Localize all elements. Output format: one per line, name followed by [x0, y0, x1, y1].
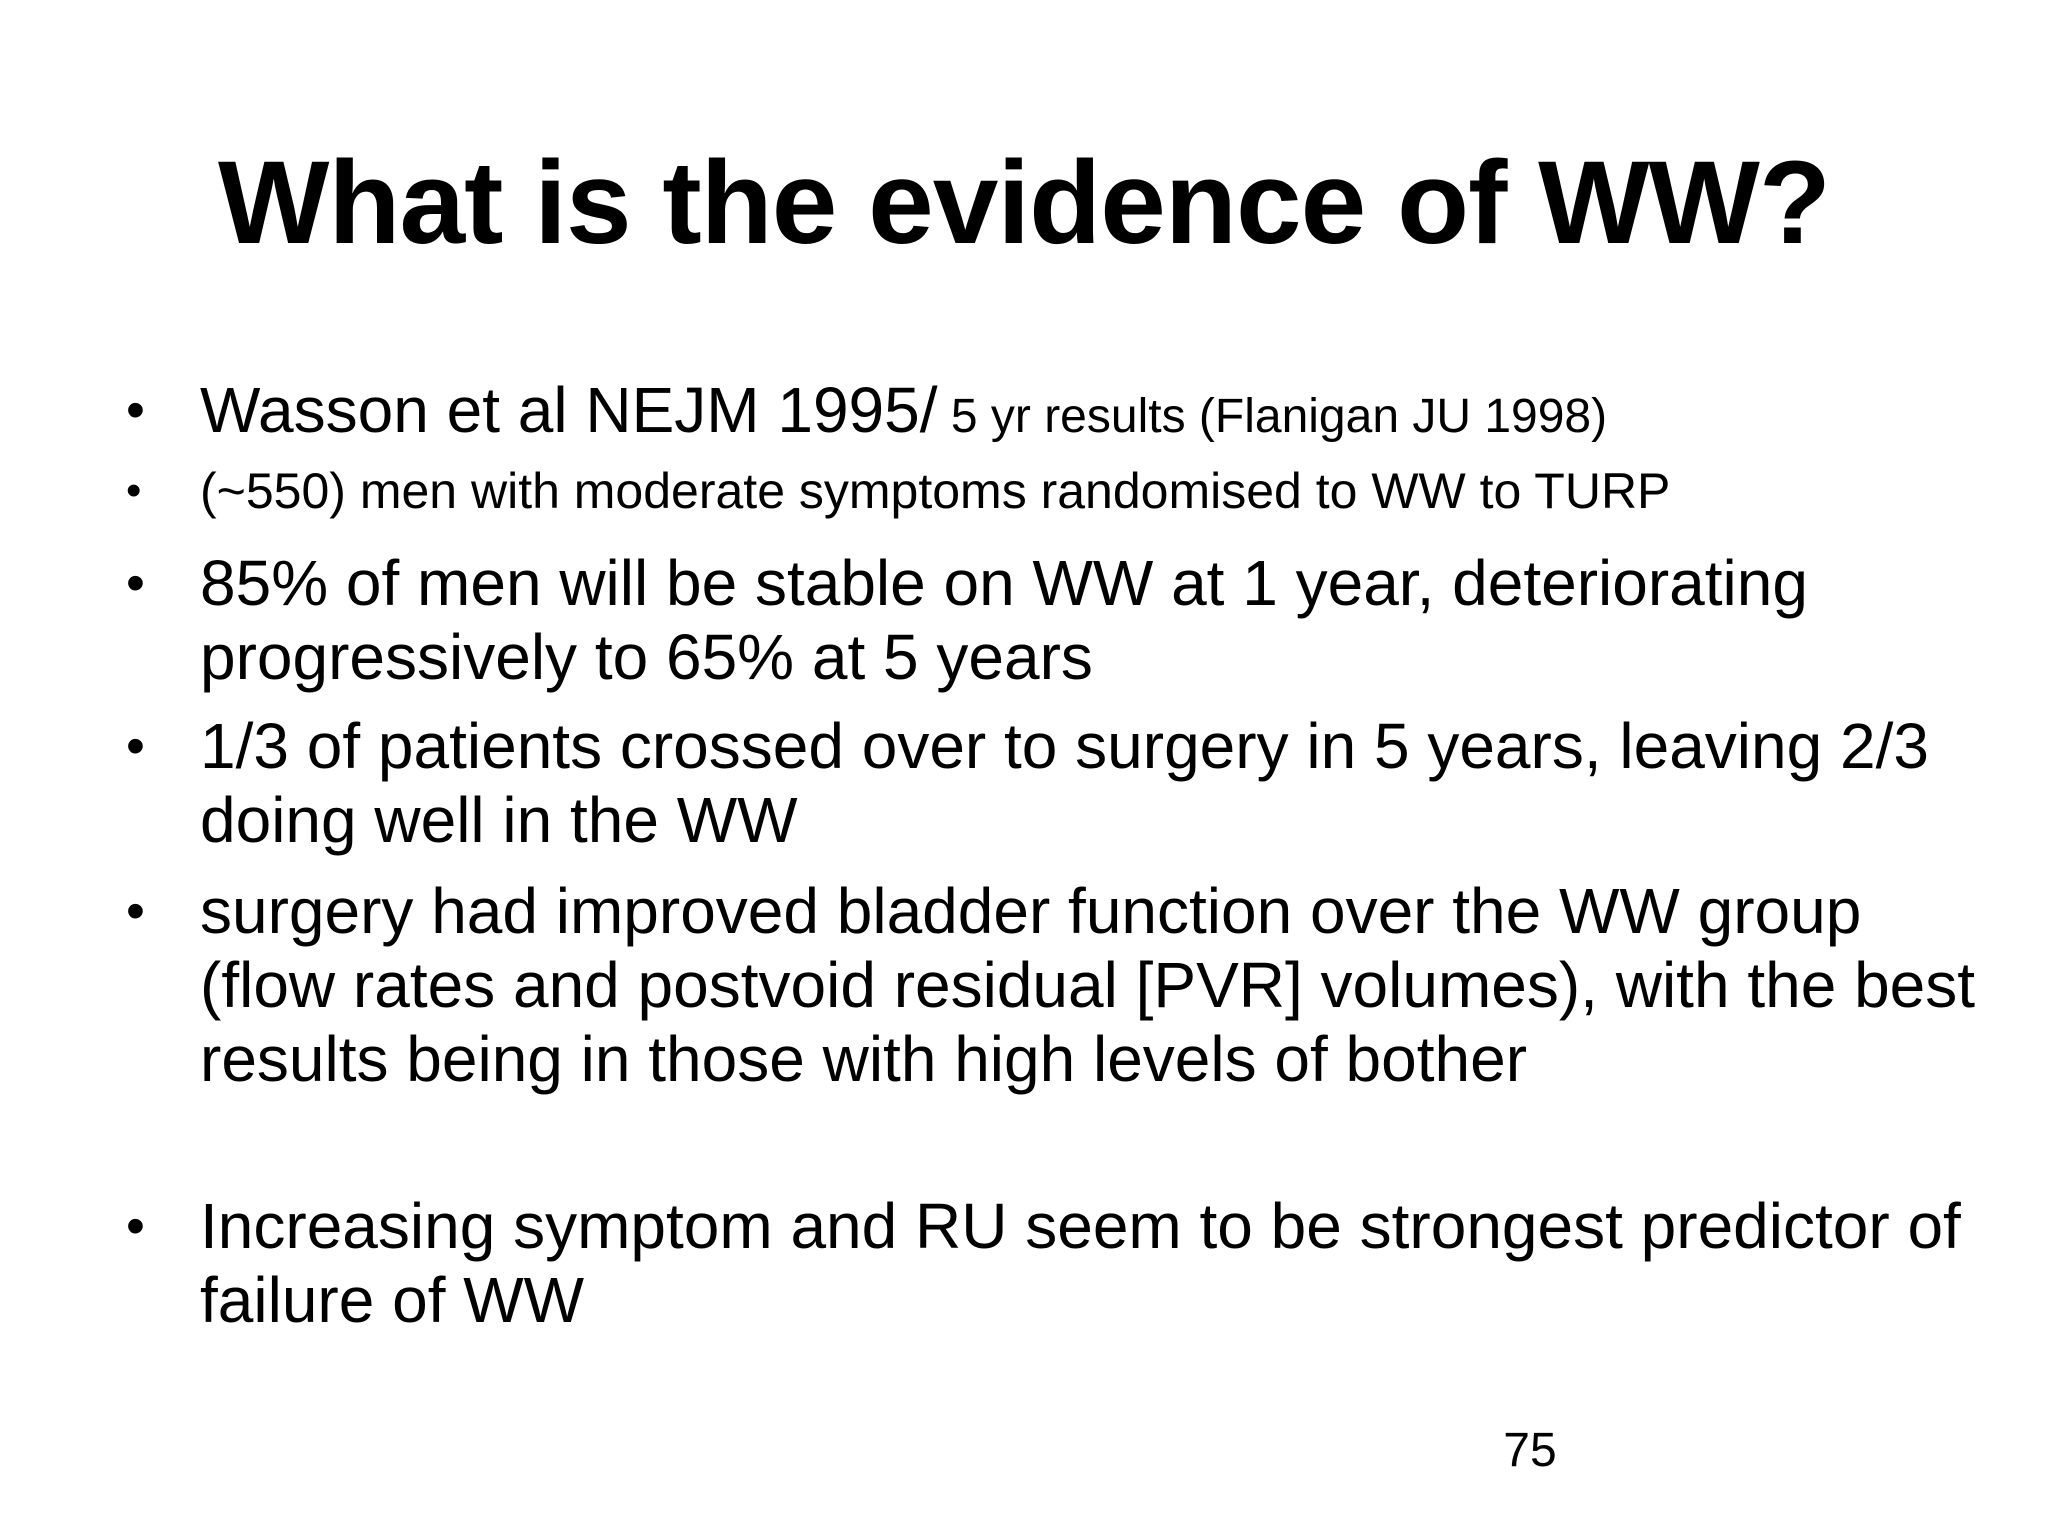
bullet-item — [126, 461, 2000, 521]
bullet-text: (~550) men with moderate symptoms randomised to WW to TURP — [200, 463, 1671, 519]
bullet-item — [126, 709, 2000, 857]
slide-title: What is the evidence of WW? — [218, 137, 1830, 269]
bullet-item — [126, 874, 2000, 1096]
bullet-text: 85% of men will be stable on WW at 1 year, deteriorating progressively to 65% at 5 years — [200, 547, 1808, 693]
bullet-dot: • — [126, 716, 145, 776]
bullet-subtext: 5 yr results (Flanigan JU 1998) — [937, 390, 1608, 443]
bullet-dot: • — [126, 380, 145, 440]
bullet-dot: • — [126, 1196, 145, 1256]
bullet-dot: • — [126, 553, 145, 613]
bullet-text: Wasson et al NEJM 1995/ — [200, 374, 938, 446]
bullet-item — [126, 1189, 2000, 1337]
bullet-item — [126, 546, 2000, 694]
bullet-text: surgery had improved bladder function over the WW group (flow rates and postvoid residual [PVR] volumes), with the best results being in those with high levels of bother — [200, 875, 1976, 1095]
bullet-item — [126, 373, 2000, 454]
bullet-text: 1/3 of patients crossed over to surgery in 5 years, leaving 2/3 doing well in the WW — [200, 710, 1929, 856]
bullet-dot: • — [126, 881, 145, 941]
page-number: 75 — [1503, 1424, 1557, 1477]
bullet-text: Increasing symptom and RU seem to be strongest predictor of failure of WW — [200, 1190, 1961, 1336]
bullet-dot: • — [126, 466, 142, 515]
